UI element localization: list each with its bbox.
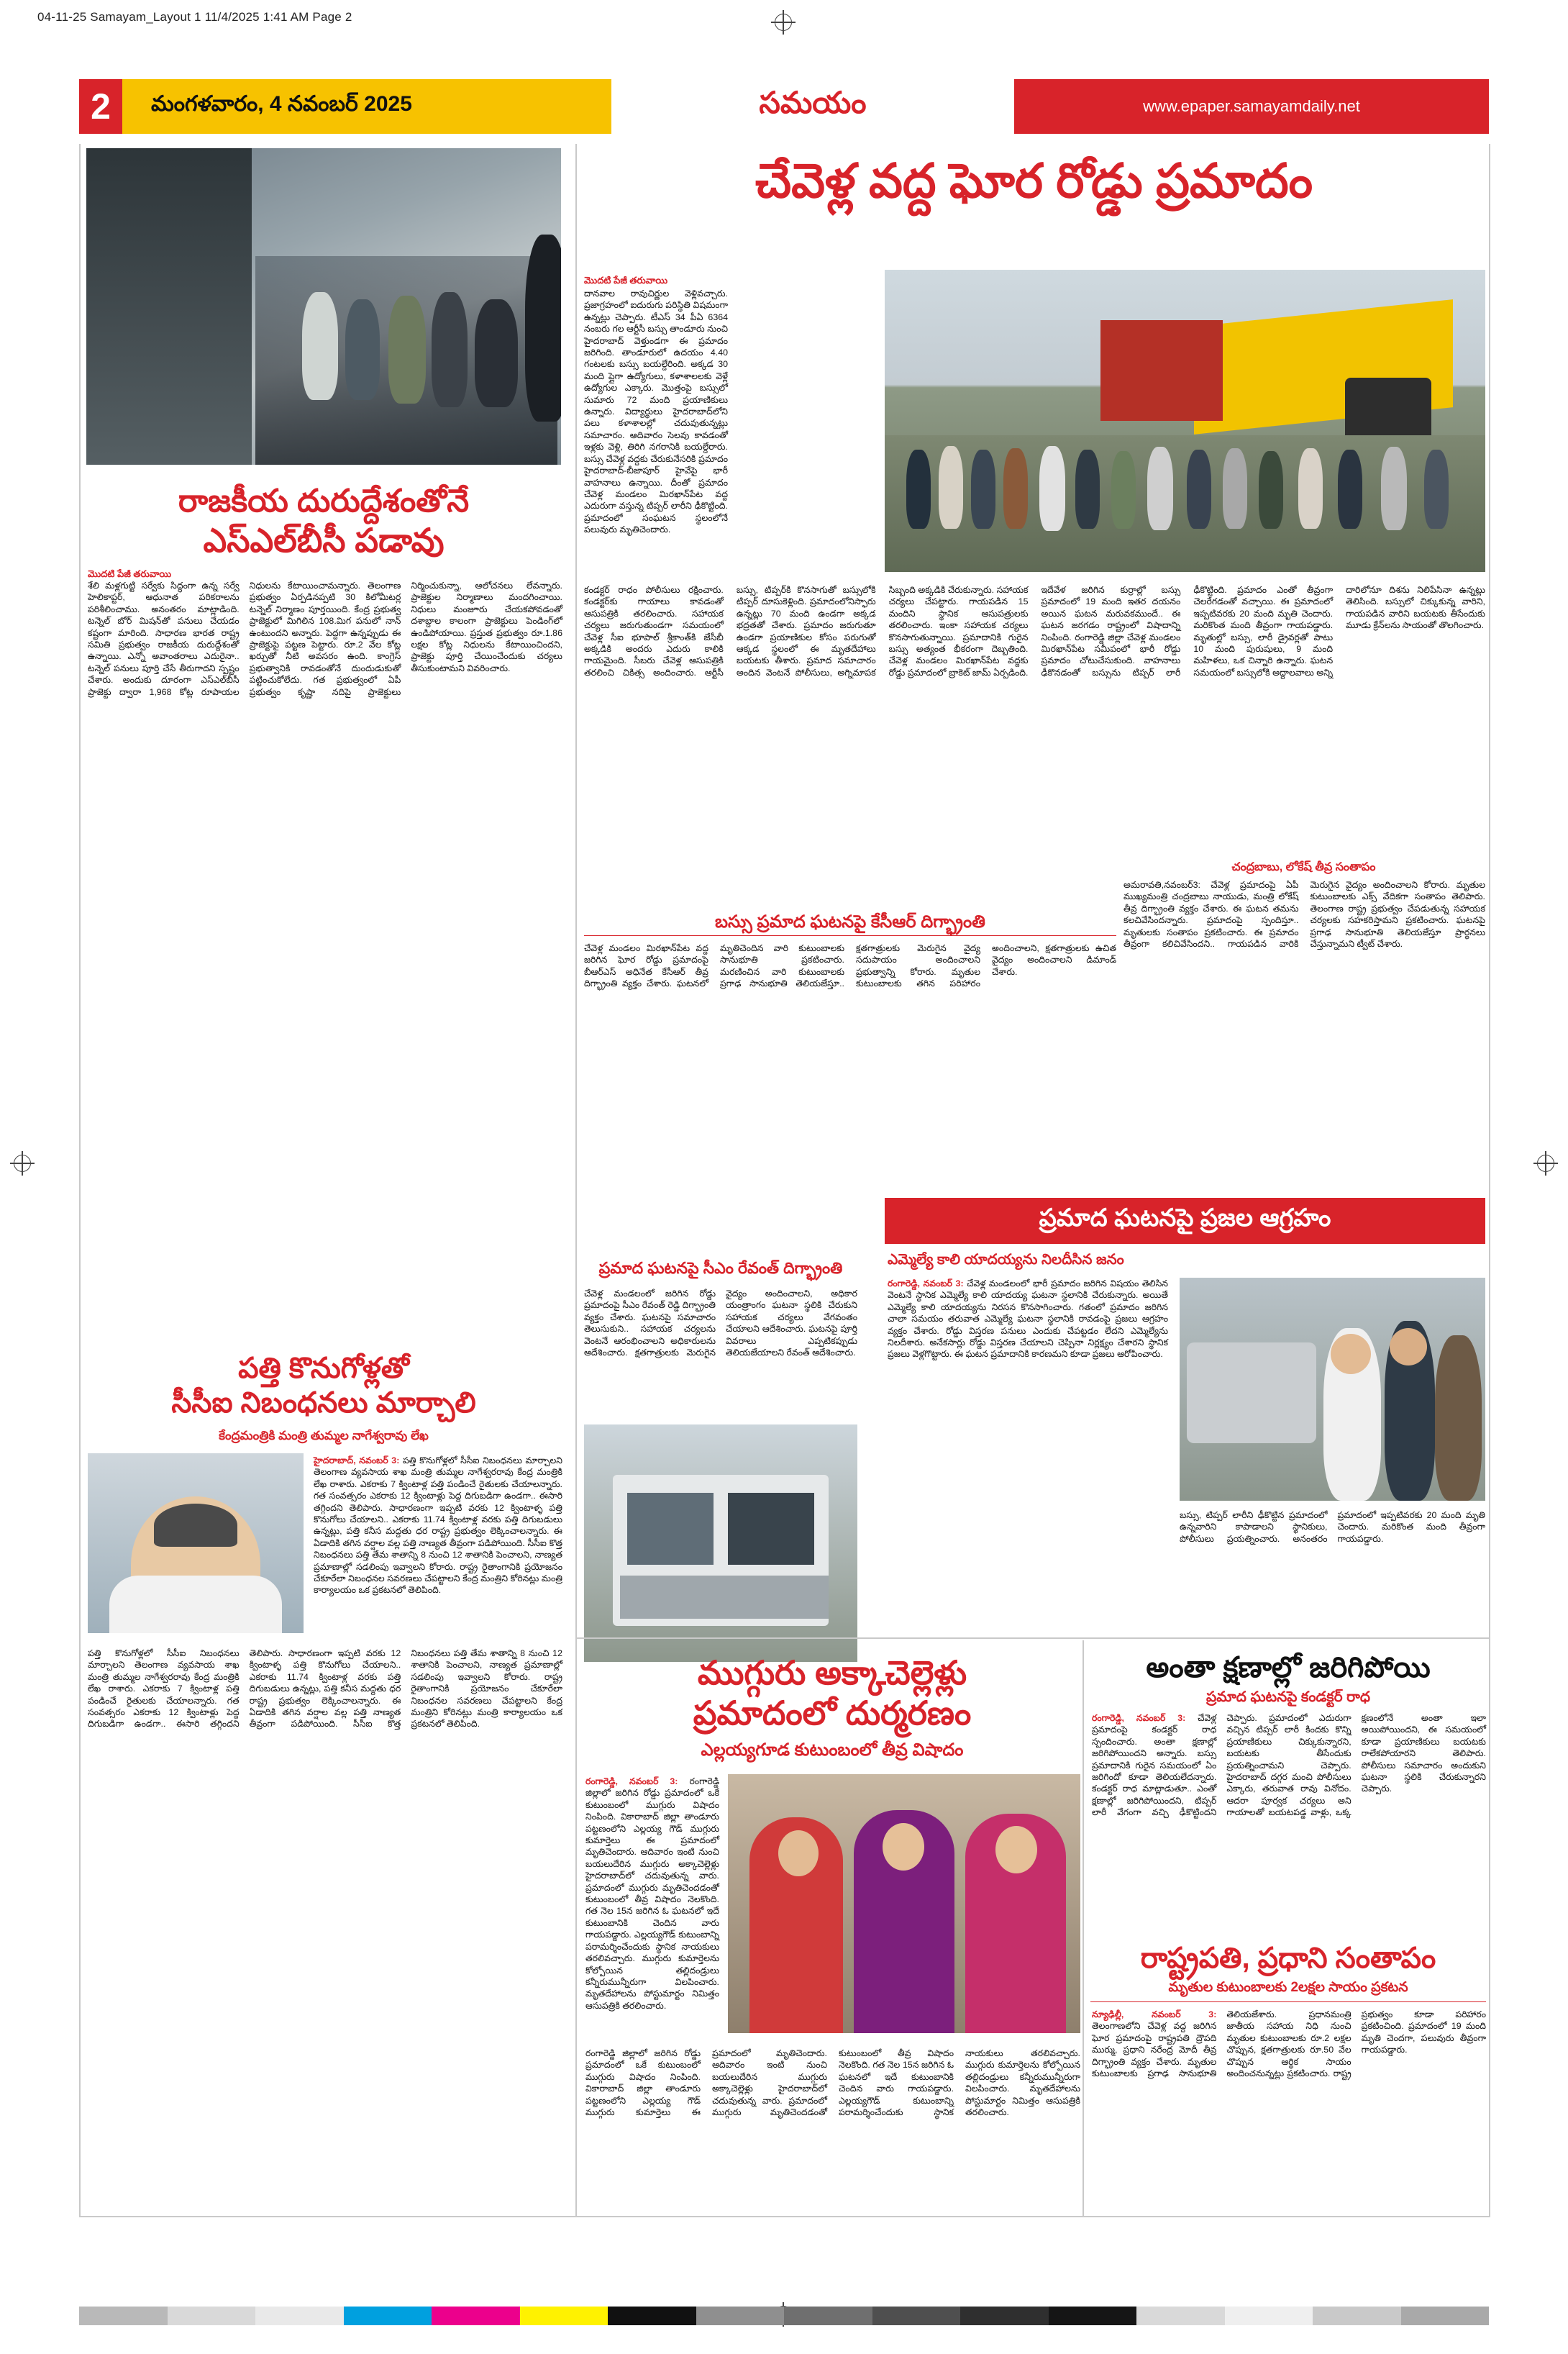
cotton-subhead: కేంద్రమంత్రికి మంత్రి తుమ్మల నాగేశ్వరావు లేఖ bbox=[219, 1429, 429, 1442]
cotton-headline-line2: సీసీఐ నిబంధనలు మార్చాలి bbox=[171, 1387, 476, 1419]
page-number: 2 bbox=[91, 86, 111, 127]
slbc-headline-line1: రాజకీయ దురుద్దేశంతోనే bbox=[178, 483, 470, 519]
kcr-box-title: బస్సు ప్రమాద ఘటనపై కేసీఆర్ దిగ్భ్రాంతి bbox=[715, 912, 985, 932]
registration-mark-left bbox=[10, 1151, 35, 1176]
page-right-border bbox=[1489, 144, 1490, 2216]
revanth-box-title: ప్రమాద ఘటనపై సీఎం రేవంత్ దిగ్భ్రాంతి bbox=[598, 1259, 843, 1277]
slbc-headline-line2: ఎస్‌ఎల్‌బీసీ పడావు bbox=[203, 522, 445, 559]
sorrow-caption: చంద్రబాబు, లోకేష్ తీవ్ర సంతాపం bbox=[1231, 861, 1376, 873]
anger-box-subtitle: ఎమ్మెల్యే కాలి యాదయ్యను నిలదీసిన జనం bbox=[888, 1252, 1124, 1268]
president-box-text: తెలంగాణలోని చేవెళ్ల వద్ద జరిగిన ఘోర ప్రమాదంపై రాష్ట్రపతి ద్రౌపది ముర్ము, ప్రధాని నరేంద్ర మోదీ తీవ్ర దిగ్భ్రాంతి వ్యక్తం చేశారు. మృతుల కుటుంబాలకు ప్రగాఢ సానుభూతి తెలియజేశారు. ప్రధానమంత్రి జాతీయ సహాయ నిధి నుంచి మృతుల కుటుంబాలకు రూ.2 లక్షల చొప్పున, క్షతగాత్రులకు రూ.50 వేల చొప్పున ఆర్థిక సాయం అందించనున్నట్లు ప్రకటించారు. రాష్ట్ర ప్రభుత్వం కూడా పరిహారం ప్రకటించింది. ప్రమాదంలో 19 మంది మృతి చెందగా, పలువురు తీవ్రంగా గాయపడ్డారు. bbox=[1092, 2009, 1486, 2079]
photo-accident-scene bbox=[885, 270, 1485, 572]
lead-body-col1: దానవాల రావుచిర్ణుల వెళ్లివచ్చారు. ప్రజాగ్రహంలో ఐదురుగు పరిస్థితి విషమంగా ఉన్నట్లు చెప్పారు. టీఎస్ 34 పీఏ 6364 నంబరు గల ఆర్టీసీ బస్సు తాండూరు నుంచి హైదరాబాద్ వెళ్తుండగా ఈ ప్రమాదం జరిగింది. తాండూరులో ఉదయం 4.40 గంటలకు బస్సు బయల్దేరింది. అక్కడ 30 మంది ప్లైగా ఉద్యోగులు, కళాశాలలకు వెళ్లే ఉద్యోగుల ఎక్కారు. మొత్తంపై బస్సులో సుమారు 72 మంది ప్రయాణికులు ఉన్నారు. విద్యార్థులు హైదరాబాద్‌లోని పలు కళాశాలల్లో చదువుతున్నట్లు సమాచారం. ఆదివారం సెలవు కావడంతో ఇళ్లకు వెళ్లి, తిరిగి నగరానికి బయల్దేరారు. బస్సు చేవెళ్ల వద్దకు చేరుకునేసరికి ప్రమాదం హైదరాబాద్-బీజాపూర్ హైవేపై భారీ వాహనాలు ఉన్నాయి. దీంతో ప్రమాదం చేవెళ్ల మండలం మిరఖాన్‌పేట వద్ద ఎదురుగా వస్తున్న టిప్పర్ లారీని ఢీకొట్టింది. ప్రమాదంలో సంఘటన స్థలంలోనే పలువురు మృతిచెందారు. bbox=[584, 288, 728, 535]
cotton-body-top: హైదరాబాద్, నవంబర్ 3: పత్తి కొనుగోళ్లలో సీసీఐ నిబంధనలు మార్చాలని తెలంగాణ వ్యవసాయ శాఖ మంత్రి తుమ్మల నాగేశ్వరరావు కేంద్ర మంత్రికి లేఖ రాశారు. ఎకరాకు 7 క్వింటాళ్ల పత్తి పండించే రైతులకు చేయాలన్నారు. గత సంవత్సరం ఎకరాకు 12 క్వింటాళ్లు పెద్ద దిగుబడిగా ఉండగా.. ఈసారి తగ్గిందని తెలిపారు. సాధారణంగా ఇప్పటి వరకు 12 క్వింటాళ్ళ పత్తి కొనుగోలు చేయాలని.. ఎకరాకు 11.74 క్వింటాళ్ల వరకు పత్తి దిగుబడులు ఉన్నట్లు, పత్తి కనీస మద్దతు ధర రాష్ట్ర ప్రభుత్వం లెక్కించాలన్నారు. ఈ ఏడాదికి తగిన వర్షాల వల్ల పత్తి నాణ్యత తీవ్రంగా పడిపోయింది. సీసీఐ కొత్త నిబంధనలు పత్తి తేమ శాతాన్ని 8 నుంచి 12 శాతానికి పెంచాలని, నాణ్యత ప్రమాణాల్లో సడలింపు ఇవ్వాలని కోరారు. రాష్ట్ర రైతాంగానికి ప్రయోజనం చేకూరేలా నిబంధనల సవరణలు చేపట్టాలని కేంద్ర మంత్రిని కోరినట్లు మంత్రి కార్యాలయం ఒక ప్రకటనలో తెలిపింది. bbox=[314, 1455, 562, 1596]
cotton-body-text: పత్తి కొనుగోళ్లలో సీసీఐ నిబంధనలు మార్చాలని తెలంగాణ వ్యవసాయ శాఖ మంత్రి తుమ్మల నాగేశ్వరరావు కేంద్ర మంత్రికి లేఖ రాశారు. ఎకరాకు 7 క్వింటాళ్ల పత్తి పండించే రైతులకు చేయాలన్నారు. గత సంవత్సరం ఎకరాకు 12 క్వింటాళ్లు పెద్ద దిగుబడిగా ఉండగా.. ఈసారి తగ్గిందని తెలిపారు. సాధారణంగా ఇప్పటి వరకు 12 క్వింటాళ్ళ పత్తి కొనుగోలు చేయాలని.. ఎకరాకు 11.74 క్వింటాళ్ల వరకు పత్తి దిగుబడులు ఉన్నట్లు, పత్తి కనీస మద్దతు ధర రాష్ట్ర ప్రభుత్వం లెక్కించాలన్నారు. ఈ ఏడాదికి తగిన వర్షాల వల్ల పత్తి నాణ్యత తీవ్రంగా పడిపోయింది. సీసీఐ కొత్త నిబంధనలు పత్తి తేమ శాతాన్ని 8 నుంచి 12 శాతానికి పెంచాలని, నాణ్యత ప్రమాణాల్లో సడలింపు ఇవ్వాలని కోరారు. రాష్ట్ర రైతాంగానికి ప్రయోజనం చేకూరేలా నిబంధనల సవరణలు చేపట్టాలని కేంద్ర మంత్రిని కోరినట్లు మంత్రి కార్యాలయం ఒక ప్రకటనలో తెలిపింది. bbox=[314, 1455, 562, 1596]
photo-mla-confronted bbox=[1180, 1278, 1485, 1501]
instant-box-text: చేవెళ్ల ప్రమాదంపై కండక్టర్ రాధ స్పందించారు. అంతా క్షణాల్లో జరిగిపోయిందని అన్నారు. బస్సు ప్రమాదానికి గురైన సమయంలో ఏం జరిగిందో కూడా తెలియలేదన్నారు. కండక్టర్ రాధ మాట్లాడుతూ.. ఎంతో క్షణాల్లో జరిగిపోయిందని, టిప్పర్ లారీ వేగంగా వచ్చి ఢీకొట్టిందని చెప్పారు. ప్రమాదంలో ఎదురుగా వచ్చిన టిప్పర్ లారీ కిందకు కొన్ని ప్రయాణికులు చిక్కుకున్నారని, బయటకు తీసేందుకు ప్రయత్నించామని చెప్పారు. హైదరాబాద్ దగ్గర మంచి పోలీసులు ఎక్కారు, తరువాత రావు వినోదం. ఆదరా పూర్వక చర్యలు అని గాయాలతో బయటపడ్డ వాళ్లు, ఒక్క క్షణంలోనే అంతా ఇలా అయిపోయిందని, ఈ సమయంలో కూడా ప్రయాణికులు బయటకు రాలేకపోయారని తెలిపారు. పోలీసులు సమాచారం అందుకుని ఘటనా స్థలికి చేరుకున్నారని చెప్పారు. bbox=[1092, 1713, 1486, 1818]
lead-body-2b: గాయపడిన 15 మందిని స్థానిక ఆసుపత్రులకు తరలించారు. ఇంకా సహాయక చర్యలు కొనసాగుతున్నాయి. ప్రమాదానికి గురైన బస్సు అత్యంత భీకరంగా దెబ్బతింది. చేవెళ్ల మండలం మిరఖాన్‌పేట వద్దకు రోడ్డు ప్రమాదంలో బ్రాకెట్ జామ్ ఏర్పడింది. ఇదేవేళ జరిగిన కుర్రాల్లో బస్సు ప్రమాదంలో 19 మంది ఇతర దయనం అయిన ఘటన మరువకముందే.. ఈ ఘటన జరగడం రాష్ట్రంలో విషాదాన్ని నింపింది. రంగారెడ్డి జిల్లా చేవెళ్ల మండలం మిరఖాన్‌పేట సమీపంలో భారీ రోడ్డు ప్రమాదం చోటుచేసుకుంది. వాహనాలు ఢీకొనడంతో బస్సును టిప్పర్ లారీ ఢీకొట్టింది. ప్రమాదం ఎంతో తీవ్రంగా చెలరేగడంతో వచ్చాయి. ఈ ప్రమాదంలో ఇప్పటివరకు 20 మంది మృతి చెందారు. మరికొంత మంది తీవ్రంగా గాయపడ్డారు. మృతుల్లో బస్సు, లారీ డ్రైవర్లతో పాటు 10 మంది పురుషులు, 9 మంది మహిళలు, ఒక చిన్నారి ఉన్నారు. ఘటన సమయంలో బస్సులోకి అద్దాలవాలు అన్ని దారిలోనూ దిశను నిలిపేసినా ఉన్నట్లు తెలిసింది. బస్సులో చిక్కుకున్న వారిని, గాయపడిన వారిని బయటకు తీసేందుకు మూడు క్రేన్‌లను సాయంతో తొలగించారు. bbox=[888, 585, 1485, 678]
anger-box-body2: బస్సు, టిప్పర్ లారీని ఢీకొట్టిన ప్రమాదంలో ఉన్నవారిని కాపాడాలని స్థానికులు, పోలీసులు ప్రయత్నించారు. అనంతరం ప్రమాదంలో ఇప్పటివరకు 20 మంది మృతి చెందారు. మరికొంత మంది తీవ్రంగా గాయపడ్డారు. bbox=[1180, 1510, 1485, 1544]
instant-box-title: అంతా క్షణాల్లో జరిగిపోయి bbox=[1146, 1652, 1431, 1683]
sisters-headline-line1: ముగ్గురు అక్కాచెల్లెళ్లు bbox=[697, 1654, 967, 1691]
page-bottom-border bbox=[79, 2216, 1490, 2217]
sisters-body-bottom: రంగారెడ్డి జిల్లాలో జరిగిన రోడ్డు ప్రమాదంలో ఒకే కుటుంబంలో ముగ్గురు విషాదం నింపింది. వికారాబాద్ జిల్లా తాండూరు పట్టణంలోని ఎల్లయ్య గౌడ్ ముగ్గురు కుమార్తెలు ఈ ప్రమాదంలో మృతిచెందారు. ఆదివారం ఇంటి నుంచి బయలుదేరిన ముగ్గురు అక్కాచెల్లెళ్లు హైదరాబాద్‌లో చదువుతున్న వారు. ప్రమాదంలో ముగ్గురు మృతిచెందడంతో కుటుంబంలో తీవ్ర విషాదం నెలకొంది. గత నెల 15న జరిగిన ఓ ఘటనలో ఇదే కుటుంబానికి చెందిన వారు గాయపడ్డారు. ఎల్లయ్యగౌడ్ కుటుంబాన్ని పరామర్శించేందుకు స్థానిక నాయకులు తరలివచ్చారు. ముగ్గురు కుమార్తెలను కోల్పోయిన తల్లిదండ్రులు కన్నీరుమున్నీరుగా విలపించారు. మృతదేహాలను పోస్టుమార్టం నిమిత్తం ఆసుపత్రికి తరలించారు. bbox=[585, 2048, 1080, 2118]
cmyk-color-bar bbox=[79, 2307, 1489, 2325]
photo-three-sisters bbox=[728, 1774, 1080, 2033]
sisters-headline-line2: ప్రమాదంలో దుర్మరణం bbox=[693, 1694, 972, 1732]
photo-damaged-bus bbox=[584, 1424, 857, 1662]
website-url: www.epaper.samayamdaily.net bbox=[1143, 97, 1360, 115]
president-box-rule bbox=[1090, 2001, 1486, 2002]
instant-box-subtitle: ప్రమాద ఘటనపై కండక్టర్ రాధ bbox=[1206, 1689, 1370, 1705]
instant-box-body: రంగారెడ్డి, నవంబర్ 3: చేవెళ్ల ప్రమాదంపై కండక్టర్ రాధ స్పందించారు. అంతా క్షణాల్లో జరిగిపోయిందని అన్నారు. బస్సు ప్రమాదానికి గురైన సమయంలో ఏం జరిగిందో కూడా తెలియలేదన్నారు. కండక్టర్ రాధ మాట్లాడుతూ.. ఎంతో క్షణాల్లో జరిగిపోయిందని, టిప్పర్ లారీ వేగంగా వచ్చి ఢీకొట్టిందని చెప్పారు. ప్రమాదంలో ఎదురుగా వచ్చిన టిప్పర్ లారీ కిందకు కొన్ని ప్రయాణికులు చిక్కుకున్నారని, బయటకు తీసేందుకు ప్రయత్నించామని చెప్పారు. హైదరాబాద్ దగ్గర మంచి పోలీసులు ఎక్కారు, తరువాత రావు వినోదం. ఆదరా పూర్వక చర్యలు అని గాయాలతో బయటపడ్డ వాళ్లు, ఒక్క క్షణంలోనే అంతా ఇలా అయిపోయిందని, ఈ సమయంలో కూడా ప్రయాణికులు బయటకు రాలేకపోయారని తెలిపారు. పోలీసులు సమాచారం అందుకుని ఘటనా స్థలికి చేరుకున్నారని చెప్పారు. bbox=[1092, 1713, 1486, 1818]
president-box-subtitle: మృతుల కుటుంబాలకు 2లక్షల సాయం ప్రకటన bbox=[1168, 1980, 1408, 1995]
kcr-box-body: చేవెళ్ల మండలం మిరఖాన్‌పేట వద్ద జరిగిన ఘోర రోడ్డు ప్రమాదంపై బీఆర్‌ఎస్ అధినేత కేసీఆర్ తీవ్ర దిగ్భ్రాంతి వ్యక్తం చేశారు. ఘటనలో మృతిచెందిన వారి కుటుంబాలకు సానుభూతి ప్రకటించారు. మరణించిన వారి కుటుంబాలకు ప్రగాఢ సానుభూతి తెలియజేస్తూ.. క్షతగాత్రులకు మెరుగైన వైద్య సదుపాయం అందించాలని ప్రభుత్వాన్ని కోరారు. మృతుల కుటుంబాలకు తగిన పరిహారం అందించాలని, క్షతగాత్రులకు ఉచిత వైద్యం అందించాలని డిమాండ్ చేశారు. bbox=[584, 943, 1116, 989]
cotton-headline-line1: పత్తి కొనుగోళ్లతో bbox=[238, 1353, 409, 1384]
page-left-border bbox=[79, 144, 81, 2216]
lead-body-cols bbox=[584, 584, 1485, 879]
bottom-section-rule bbox=[575, 1637, 1489, 1639]
anger-box-text: చేవెళ్ల మండలంలో భారీ ప్రమాదం జరిగిన విషయం తెలిసిన వెంటనే స్థానిక ఎమ్మెల్యే కాలి యాదయ్య ఘటనా స్థలానికి చేరుకున్నారు. అయితే ఎమ్మెల్యే కాలి యాదయ్యను నిరసన కొనసాగించారు. గతంలో ప్రమాదం జరిగిన చాలా సమయం తరువాత ఎమ్మెల్యే ఘటనా స్థలానికి రావడంపై ప్రజలు ఆగ్రహం వ్యక్తం చేశారు. రోడ్డు విస్తరణ పనులు ఎందుకు చేపట్టడం లేదని ఎమ్మెల్యేను నిలదీశారు. అనేకసార్లు రోడ్డు విస్తరణ చేయాలని చెప్పినా నిర్లక్ష్యం చేశారని స్థానిక ప్రజలు వెళ్లగొట్టారు. ఈ ఘటన ప్రమాదానికి కారణమని కూడా ప్రజలు ఆరోపించారు. bbox=[888, 1278, 1168, 1360]
registration-mark-right bbox=[1533, 1151, 1558, 1176]
paper-title: సమయం bbox=[759, 85, 867, 119]
anger-box-body: రంగారెడ్డి, నవంబర్ 3: చేవెళ్ల మండలంలో భారీ ప్రమాదం జరిగిన విషయం తెలిసిన వెంటనే స్థానిక ఎమ్మెల్యే కాలి యాదయ్య ఘటనా స్థలానికి చేరుకున్నారు. అయితే ఎమ్మెల్యే కాలి యాదయ్యను నిరసన కొనసాగించారు. గతంలో ప్రమాదం జరిగిన చాలా సమయం తరువాత ఎమ్మెల్యే ఘటనా స్థలానికి రావడంపై ప్రజలు ఆగ్రహం వ్యక్తం చేశారు. రోడ్డు విస్తరణ పనులు ఎందుకు చేపట్టడం లేదని ఎమ్మెల్యేను నిలదీశారు. అనేకసార్లు రోడ్డు విస్తరణ చేయాలని చెప్పినా నిర్లక్ష్యం చేశారని స్థానిక ప్రజలు వెళ్లగొట్టారు. ఈ ఘటన ప్రమాదానికి కారణమని కూడా ప్రజలు ఆరోపించారు. bbox=[888, 1278, 1168, 1360]
anger-box-title: ప్రమాద ఘటనపై ప్రజల ఆగ్రహం bbox=[1039, 1204, 1331, 1232]
lead-kicker: మొదటి పేజీ తరువాయి bbox=[584, 275, 668, 286]
registration-mark-top bbox=[771, 10, 796, 35]
website-strip bbox=[1014, 79, 1489, 134]
president-box-body: న్యూఢిల్లీ, నవంబర్ 3: తెలంగాణలోని చేవెళ్ల వద్ద జరిగిన ఘోర ప్రమాదంపై రాష్ట్రపతి ద్రౌపది ముర్ము, ప్రధాని నరేంద్ర మోదీ తీవ్ర దిగ్భ్రాంతి వ్యక్తం చేశారు. మృతుల కుటుంబాలకు ప్రగాఢ సానుభూతి తెలియజేశారు. ప్రధానమంత్రి జాతీయ సహాయ నిధి నుంచి మృతుల కుటుంబాలకు రూ.2 లక్షల చొప్పున, క్షతగాత్రులకు రూ.50 వేల చొప్పున ఆర్థిక సాయం అందించనున్నట్లు ప్రకటించారు. రాష్ట్ర ప్రభుత్వం కూడా పరిహారం ప్రకటించింది. ప్రమాదంలో 19 మంది మృతి చెందగా, పలువురు తీవ్రంగా గాయపడ్డారు. bbox=[1092, 2009, 1486, 2079]
sisters-subhead: ఎల్లయ్యగూడ కుటుంబంలో తీవ్ర విషాదం bbox=[701, 1740, 964, 1760]
sisters-body-left: రంగారెడ్డి, నవంబర్ 3: రంగారెడ్డి జిల్లాలో జరిగిన రోడ్డు ప్రమాదంలో ఒకే కుటుంబంలో ముగ్గురు విషాదం నింపింది. వికారాబాద్ జిల్లా తాండూరు పట్టణంలోని ఎల్లయ్య గౌడ్ ముగ్గురు కుమార్తెలు ఈ ప్రమాదంలో మృతిచెందారు. ఆదివారం ఇంటి నుంచి బయలుదేరిన ముగ్గురు అక్కాచెల్లెళ్లు హైదరాబాద్‌లో చదువుతున్న వారు. ప్రమాదంలో ముగ్గురు మృతిచెందడంతో కుటుంబంలో తీవ్ర విషాదం నెలకొంది. గత నెల 15న జరిగిన ఓ ఘటనలో ఇదే కుటుంబానికి చెందిన వారు గాయపడ్డారు. ఎల్లయ్యగౌడ్ కుటుంబాన్ని పరామర్శించేందుకు స్థానిక నాయకులు తరలివచ్చారు. ముగ్గురు కుమార్తెలను కోల్పోయిన తల్లిదండ్రులు కన్నీరుమున్నీరుగా విలపించారు. మృతదేహాలను పోస్టుమార్టం నిమిత్తం ఆసుపత్రికి తరలించారు. bbox=[585, 1776, 719, 2011]
masthead-date-strip bbox=[122, 79, 611, 134]
amaravati-text: అమరావతి,నవంబర్3: చేవెళ్ల ప్రమాదంపై ఏపీ ముఖ్యమంత్రి చంద్రబాబు నాయుడు, మంత్రి లోకేష్ తీవ్ర దిగ్భ్రాంతి వ్యక్తం చేశారు. ఈ ఘటన తమను కలచివేసిందన్నారు. ప్రమాదంపై స్పందిస్తూ.. మృతులకు సంతాపం ప్రకటించారు. ఈ ప్రమాదం తీవ్రంగా కలిచివేసిందని.. గాయపడిన వారికి మెరుగైన వైద్యం అందించాలని కోరారు. మృతుల కుటుంబాలకు ఎక్స్ వేదికగా సంతాపం తెలిపారు. తెలంగాణ రాష్ట్ర ప్రభుత్వం చేపడుతున్న సహాయక చర్యలకు సహకరిస్తామని ప్రకటించారు. ఘటనపై ప్రగాఢ సానుభూతి తెలియజేస్తూ ప్రార్థనలు చేస్తున్నామని ట్వీట్ చేశారు. bbox=[1123, 880, 1485, 950]
issue-date: మంగళవారం, 4 నవంబర్ 2025 bbox=[151, 91, 412, 116]
masthead bbox=[79, 79, 1489, 134]
col-rule-bottom bbox=[1082, 1640, 1084, 2216]
slbc-kicker: మొదటి పేజీ తరువాయి bbox=[88, 568, 172, 579]
kcr-box-rule bbox=[584, 935, 1116, 936]
page-number-badge bbox=[79, 79, 122, 134]
president-box-title: రాష్ట్రపతి, ప్రధాని సంతాపం bbox=[1140, 1942, 1436, 1974]
lead-body-2: కండక్టర్ రాధం పోలీసులు రక్షించారు. కండక్టర్‌కు గాయాలు కావడంతో ఆసుపత్రికి తరలించారు. సహాయక చర్యలు జరుగుతుండగా సమయంలో చేవెళ్ల సీఐ భూపాల్ శ్రీకాంత్‌కి జేసీబీ అక్కడికి అందరు ఎదురు కాలికి గాయమైంది. సీబరు చేవెళ్ల ఆసుపత్రికి తరలించి చికిత్స అందించారు. ఆర్టీసీ బస్సు, టిప్పర్‌కి కొనసాగుతో బస్సులోకి టిప్పర్ దూసుకెళ్లింది. ప్రమాదంలోనిస్ఫారు ఉన్నట్లు 70 మంది ఉండగా అక్కడ భద్రతతో చేశారు. ప్రమాదం జరుగుతూ ఉండగా ప్రయాణికుల కోసం పరుగుతో ఆక్కడ స్థలంలో ఈ మృతదేహాలు బయటకు తీశారు. ప్రమాద సమాచారం అందిన వెంటనే పోలీసులు, అగ్నిమాపక సిబ్బంది అక్కడికి చేరుకున్నారు. సహాయక చర్యలు చేపట్టారు. bbox=[584, 585, 1029, 678]
photo-slbc-inspection bbox=[86, 148, 561, 465]
revanth-box-body: చేవెళ్ల మండలంలో జరిగిన రోడ్డు ప్రమాదంపై సీఎం రేవంత్ రెడ్డి దిగ్భ్రాంతి వ్యక్తం చేశారు. ఘటనపై సమాచారం తెలుసుకుని.. సహాయక చర్యలను వెంటనే ఆరంభించాలని అధికారులను ఆదేశించారు. క్షతగాత్రులకు మెరుగైన వైద్యం అందించాలని, అధికార యంత్రాంగం ఘటనా స్థలికి చేరుకుని సహాయక చర్యలు వేగవంతం చేయాలని ఆదేశించారు. ఘటనపై పూర్తి వివరాలు ఎప్పటికప్పుడు తెలియజేయాలని రేవంత్ ఆదేశించారు. bbox=[584, 1289, 857, 1358]
print-slug: 04-11-25 Samayam_Layout 1 11/4/2025 1:41 AM Page 2 bbox=[37, 10, 352, 24]
print-slug-bar bbox=[0, 0, 1568, 40]
sisters-body-text: రంగారెడ్డి జిల్లాలో జరిగిన రోడ్డు ప్రమాదంలో ఒకే కుటుంబంలో ముగ్గురు విషాదం నింపింది. వికారాబాద్ జిల్లా తాండూరు పట్టణంలోని ఎల్లయ్య గౌడ్ ముగ్గురు కుమార్తెలు ఈ ప్రమాదంలో మృతిచెందారు. ఆదివారం ఇంటి నుంచి బయలుదేరిన ముగ్గురు అక్కాచెల్లెళ్లు హైదరాబాద్‌లో చదువుతున్న వారు. ప్రమాదంలో ముగ్గురు మృతిచెందడంతో కుటుంబంలో తీవ్ర విషాదం నెలకొంది. గత నెల 15న జరిగిన ఓ ఘటనలో ఇదే కుటుంబానికి చెందిన వారు గాయపడ్డారు. ఎల్లయ్యగౌడ్ కుటుంబాన్ని పరామర్శించేందుకు స్థానిక నాయకులు తరలివచ్చారు. ముగ్గురు కుమార్తెలను కోల్పోయిన తల్లిదండ్రులు కన్నీరుమున్నీరుగా విలపించారు. మృతదేహాలను పోస్టుమార్టం నిమిత్తం ఆసుపత్రికి తరలించారు. bbox=[585, 1776, 719, 2011]
photo-minister-thummala bbox=[88, 1453, 304, 1633]
cotton-body-bottom: పత్తి కొనుగోళ్లలో సీసీఐ నిబంధనలు మార్చాలని తెలంగాణ వ్యవసాయ శాఖ మంత్రి తుమ్మల నాగేశ్వరరావు కేంద్ర మంత్రికి లేఖ రాశారు. ఎకరాకు 7 క్వింటాళ్ల పత్తి పండించే రైతులకు చేయాలన్నారు. గత సంవత్సరం ఎకరాకు 12 క్వింటాళ్లు పెద్ద దిగుబడిగా ఉండగా.. ఈసారి తగ్గిందని తెలిపారు. సాధారణంగా ఇప్పటి వరకు 12 క్వింటాళ్ళ పత్తి కొనుగోలు చేయాలని.. ఎకరాకు 11.74 క్వింటాళ్ల వరకు పత్తి దిగుబడులు ఉన్నట్లు, పత్తి కనీస మద్దతు ధర రాష్ట్ర ప్రభుత్వం లెక్కించాలన్నారు. ఈ ఏడాదికి తగిన వర్షాల వల్ల పత్తి నాణ్యత తీవ్రంగా పడిపోయింది. సీసీఐ కొత్త నిబంధనలు పత్తి తేమ శాతాన్ని 8 నుంచి 12 శాతానికి పెంచాలని, నాణ్యత ప్రమాణాల్లో సడలింపు ఇవ్వాలని కోరారు. రాష్ట్ర రైతాంగానికి ప్రయోజనం చేకూరేలా నిబంధనల సవరణలు చేపట్టాలని కేంద్ర మంత్రిని కోరినట్లు మంత్రి కార్యాలయం ఒక ప్రకటనలో తెలిపింది. bbox=[88, 1648, 562, 1730]
slbc-body: శేలి మళ్లగుట్టి సర్వేకు సిద్ధంగా ఉన్న సర్వే హెలికాప్టర్, ఆధునాత పరికరాలను పరిశీలించాము. అనంతరం మాట్లాడింది. టన్నెల్ బోర్ మిషన్‌తో పనులు చేయడం కష్టంగా మారింది. సాధారణ భారత రాష్ట్ర సమితి ప్రభుత్వం రాజకీయ దురుద్దేశంతో ఉన్నాయి. ఎన్నో అవాంతరాలు ఎదురైనా.. టన్నెల్ పనులు పూర్తి చేసే తీరుగాదని స్పష్టం చేశారు. అందుకు దూరంగా ఎస్‌ఎల్‌బీసీ ప్రాజెక్టు ద్వారా 1,968 కోట్ల రూపాయల నిధులను కేటాయించామన్నారు. తెలంగాణ ప్రభుత్వం ఏర్పడినప్పటి 30 కిలోమీటర్ల టన్నెల్ నిర్మాణం పూర్తయింది. కేంద్ర ప్రభుత్వ ప్రాజెక్టులో మిగిలిన 108.మిగ పనులో నాన్ ఉంటుందని అన్నారు. పెద్దగా ఉన్నప్పుడు ఈ ప్రాజెక్టుపై పట్టణ పెట్టారు. రూ.2 వేల కోట్ల ఖర్చుతో నీటి అవసరం ఉంది. కాంగ్రెస్ ప్రభుత్వానికి రావడంతోనే దుందుడుకుతో పట్టించుకోలేదు. గత ప్రభుత్వంలో ఏపీ ప్రభుత్వం కృష్ణా నదిపై ప్రాజెక్టులు నిర్మించుకున్నా, ఆలోచనలు లేవన్నారు. ప్రాజెక్టుల నిర్మాణాలు మందగించాయి. నిధులు మంజూరు చేయకపోవడంతో దశాబ్దాల కాలంగా ప్రాజెక్టులు పెండింగ్‌లో ఉండిపోయాయి. ప్రస్తుత ప్రభుత్వం రూ.1.86 లక్షల కోట్ల నిధులను కేటాయించిందని, ప్రాజెక్టు పూర్తి చేయించేందుకు చర్యలు తీసుకుంటామని వివరించారు. bbox=[88, 581, 562, 697]
col-rule-1 bbox=[575, 144, 577, 2216]
anger-box-header bbox=[885, 1198, 1485, 1244]
lead-headline: చేవెళ్ల వద్ద ఘోర రోడ్డు ప్రమాదం bbox=[755, 154, 1313, 207]
